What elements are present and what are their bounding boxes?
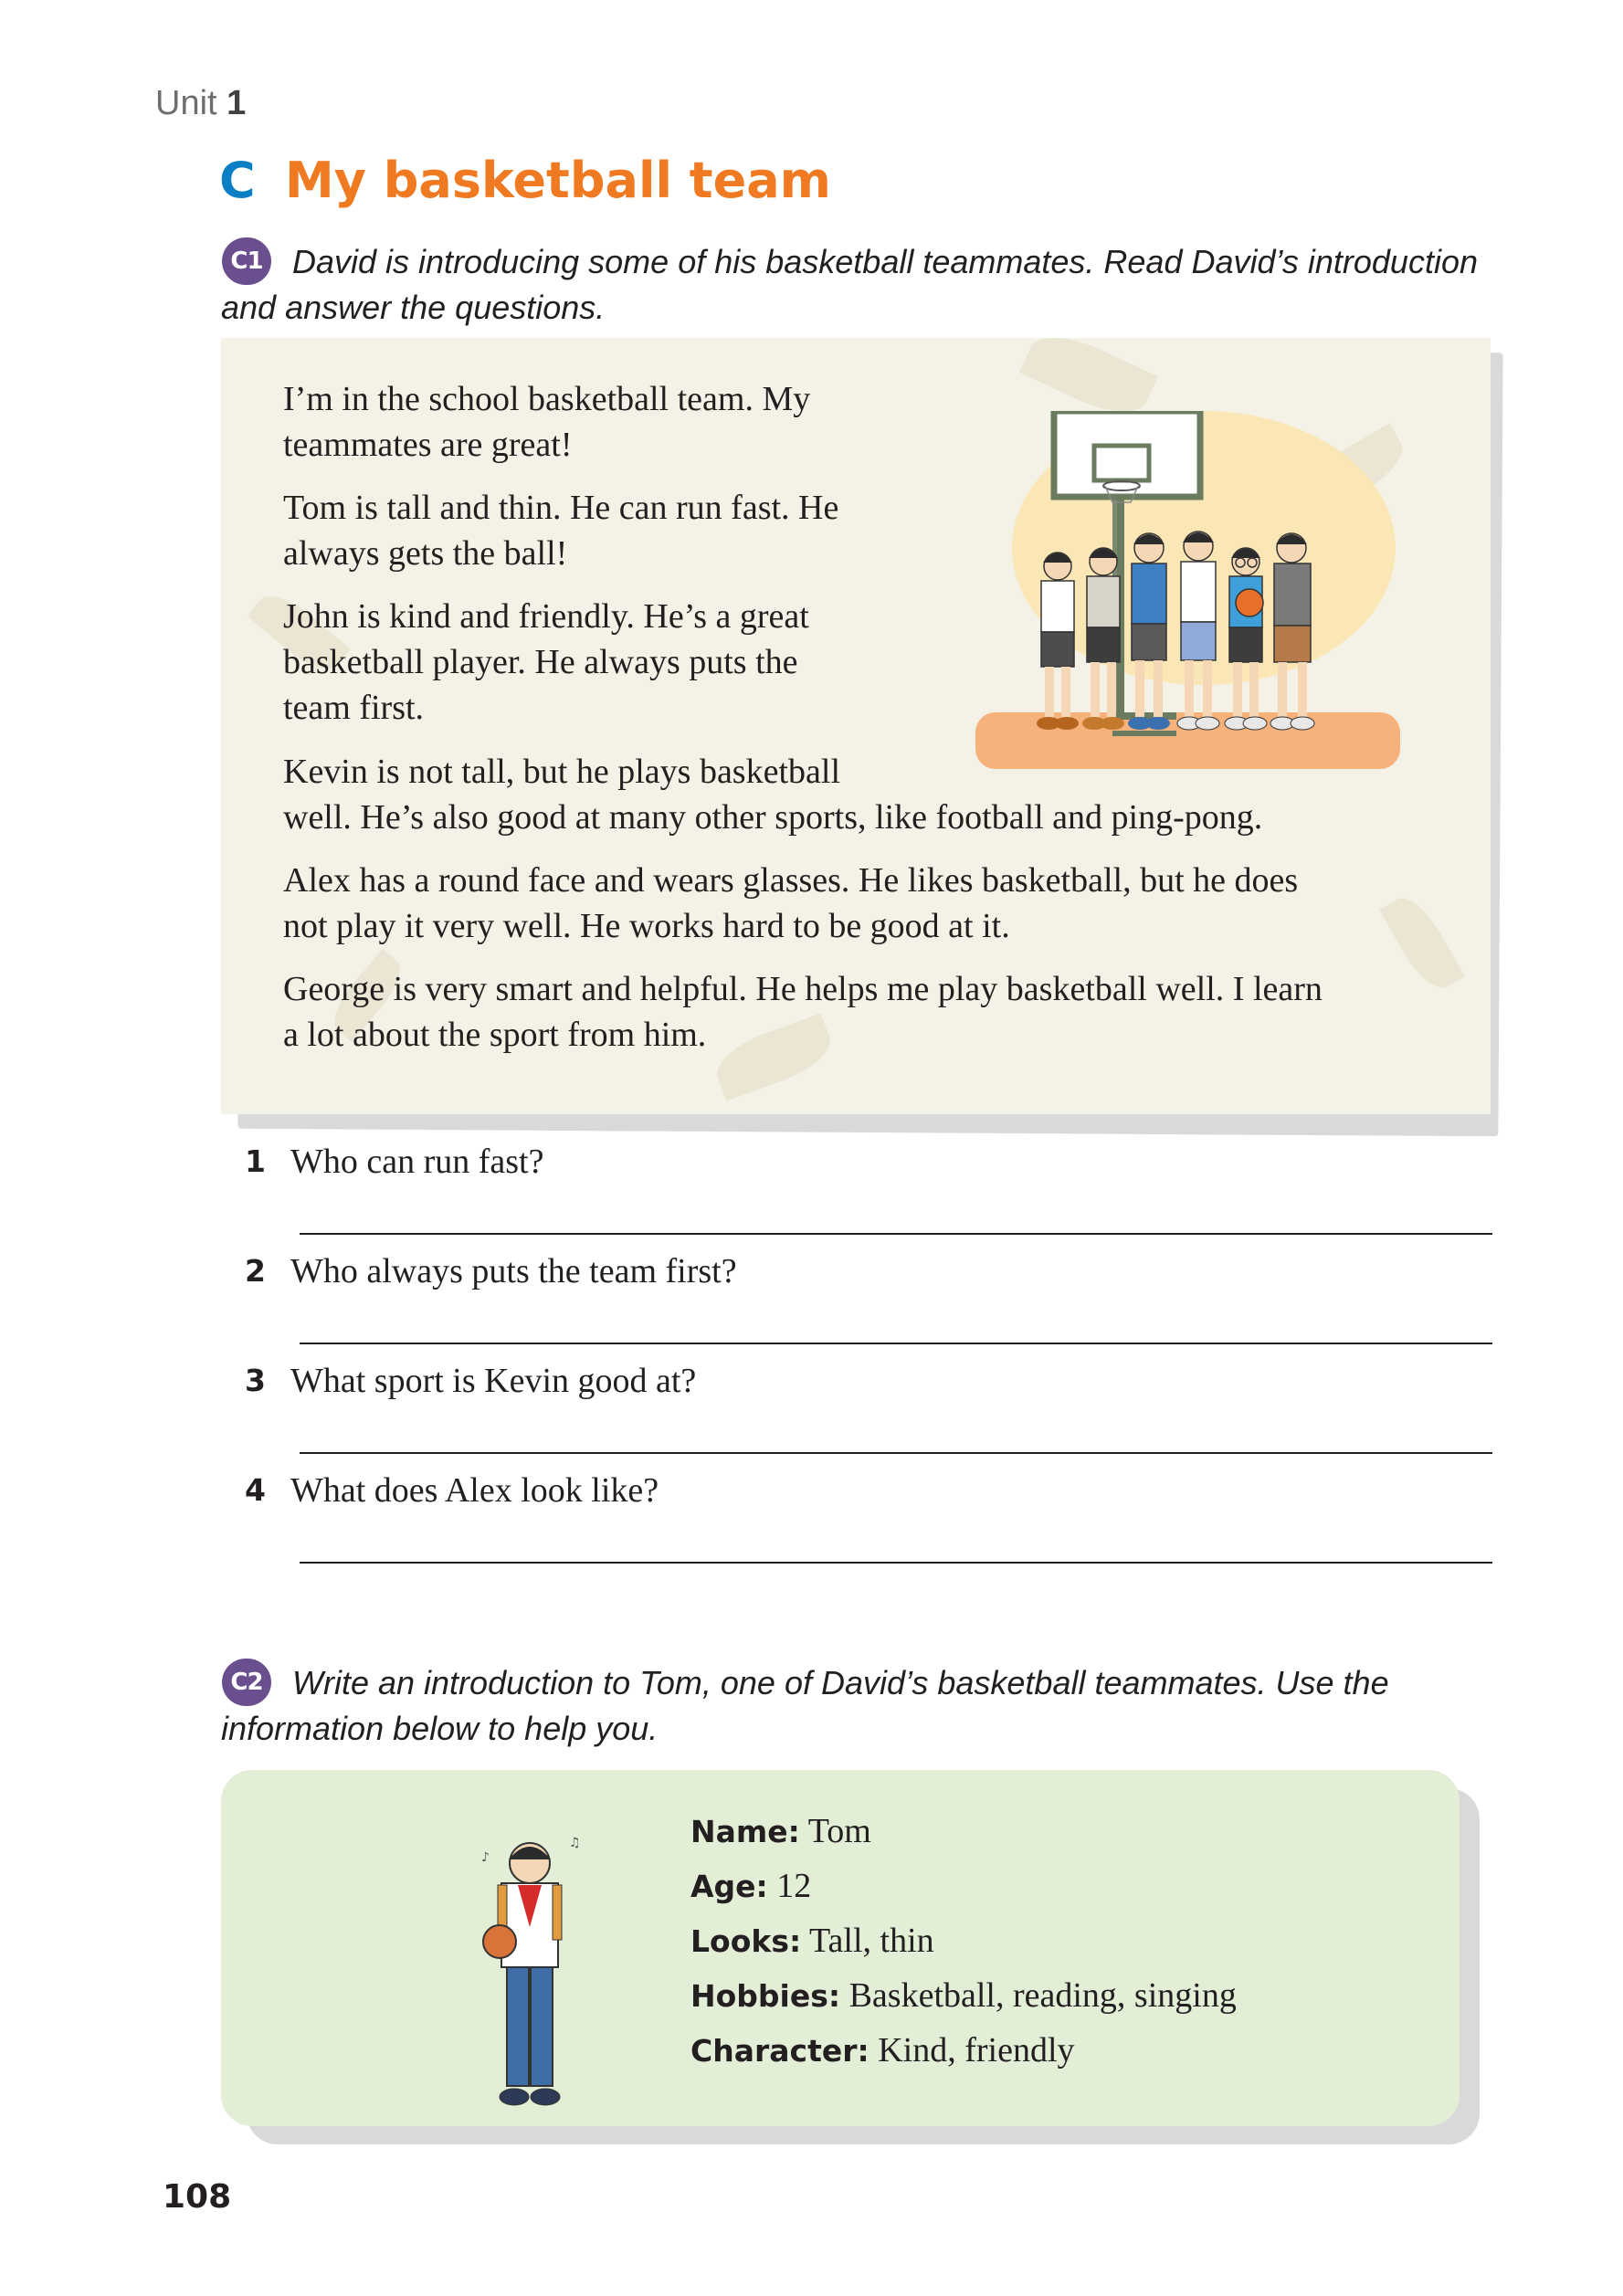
reading-paragraph-1: I’m in the school basketball team. My teammates are great! — [283, 380, 811, 464]
info-row-character: Character: Kind, friendly — [690, 2031, 1075, 2070]
info-row-name: Name: Tom — [690, 1812, 871, 1850]
question-4-text: What does Alex look like? — [290, 1471, 659, 1510]
answer-line-4[interactable] — [300, 1562, 1492, 1564]
c2-instruction-line2: information below to help you. — [221, 1710, 659, 1747]
c1-badge: C1 — [222, 237, 271, 285]
c2-instruction — [221, 1660, 1518, 1752]
unit-word: Unit — [155, 84, 217, 122]
info-row-looks: Looks: Tall, thin — [690, 1922, 934, 1960]
c2-badge: C2 — [222, 1659, 271, 1706]
svg-text:♪: ♪ — [481, 1850, 490, 1865]
question-3-text: What sport is Kevin good at? — [290, 1362, 697, 1400]
question-2-number: 2 — [245, 1253, 266, 1289]
unit-number: 1 — [227, 84, 247, 122]
page-number: 108 — [163, 2178, 232, 2216]
c1-instruction-line2: and answer the questions. — [221, 289, 606, 326]
reading-paragraph-6: George is very smart and helpful. He helps me play basketball well. I learn a lot about the sport from him. — [283, 970, 1323, 1054]
reading-paragraph-3: John is kind and friendly. He’s a great basketball player. He always puts the team first. — [283, 597, 809, 727]
question-1-number: 1 — [245, 1143, 266, 1179]
question-2-text: Who always puts the team first? — [290, 1252, 737, 1290]
question-1-text: Who can run fast? — [290, 1143, 544, 1181]
svg-text:♫: ♫ — [569, 1836, 581, 1850]
reading-paragraph-4: Kevin is not tall, but he plays basketball well. He’s also good at many other sports, like football and ping-pong. — [283, 753, 1263, 837]
unit-label — [155, 84, 246, 123]
section-letter: C — [219, 152, 256, 209]
question-3-number: 3 — [245, 1363, 266, 1398]
c1-instruction — [221, 239, 1518, 331]
answer-line-1[interactable] — [300, 1233, 1492, 1235]
c2-instruction-line1: Write an introduction to Tom, one of David’s basketball teammates. Use the — [292, 1664, 1389, 1701]
tom-illustration — [461, 1827, 598, 2119]
info-row-hobbies: Hobbies: Basketball, reading, singing — [690, 1976, 1237, 2015]
answer-line-3[interactable] — [300, 1452, 1492, 1454]
basketball-team-illustration — [975, 411, 1405, 776]
reading-paragraph-5: Alex has a round face and wears glasses. He likes basketball, but he does not play it very well. He works hard to be good at it. — [283, 861, 1299, 945]
answer-line-2[interactable] — [300, 1343, 1492, 1344]
c1-instruction-line1: David is introducing some of his basketball teammates. Read David’s introduction — [292, 243, 1478, 280]
question-4-number: 4 — [245, 1472, 266, 1508]
info-row-age: Age: 12 — [690, 1867, 812, 1905]
section-title: My basketball team — [285, 152, 831, 209]
reading-paragraph-2: Tom is tall and thin. He can run fast. He always gets the ball! — [283, 489, 839, 573]
